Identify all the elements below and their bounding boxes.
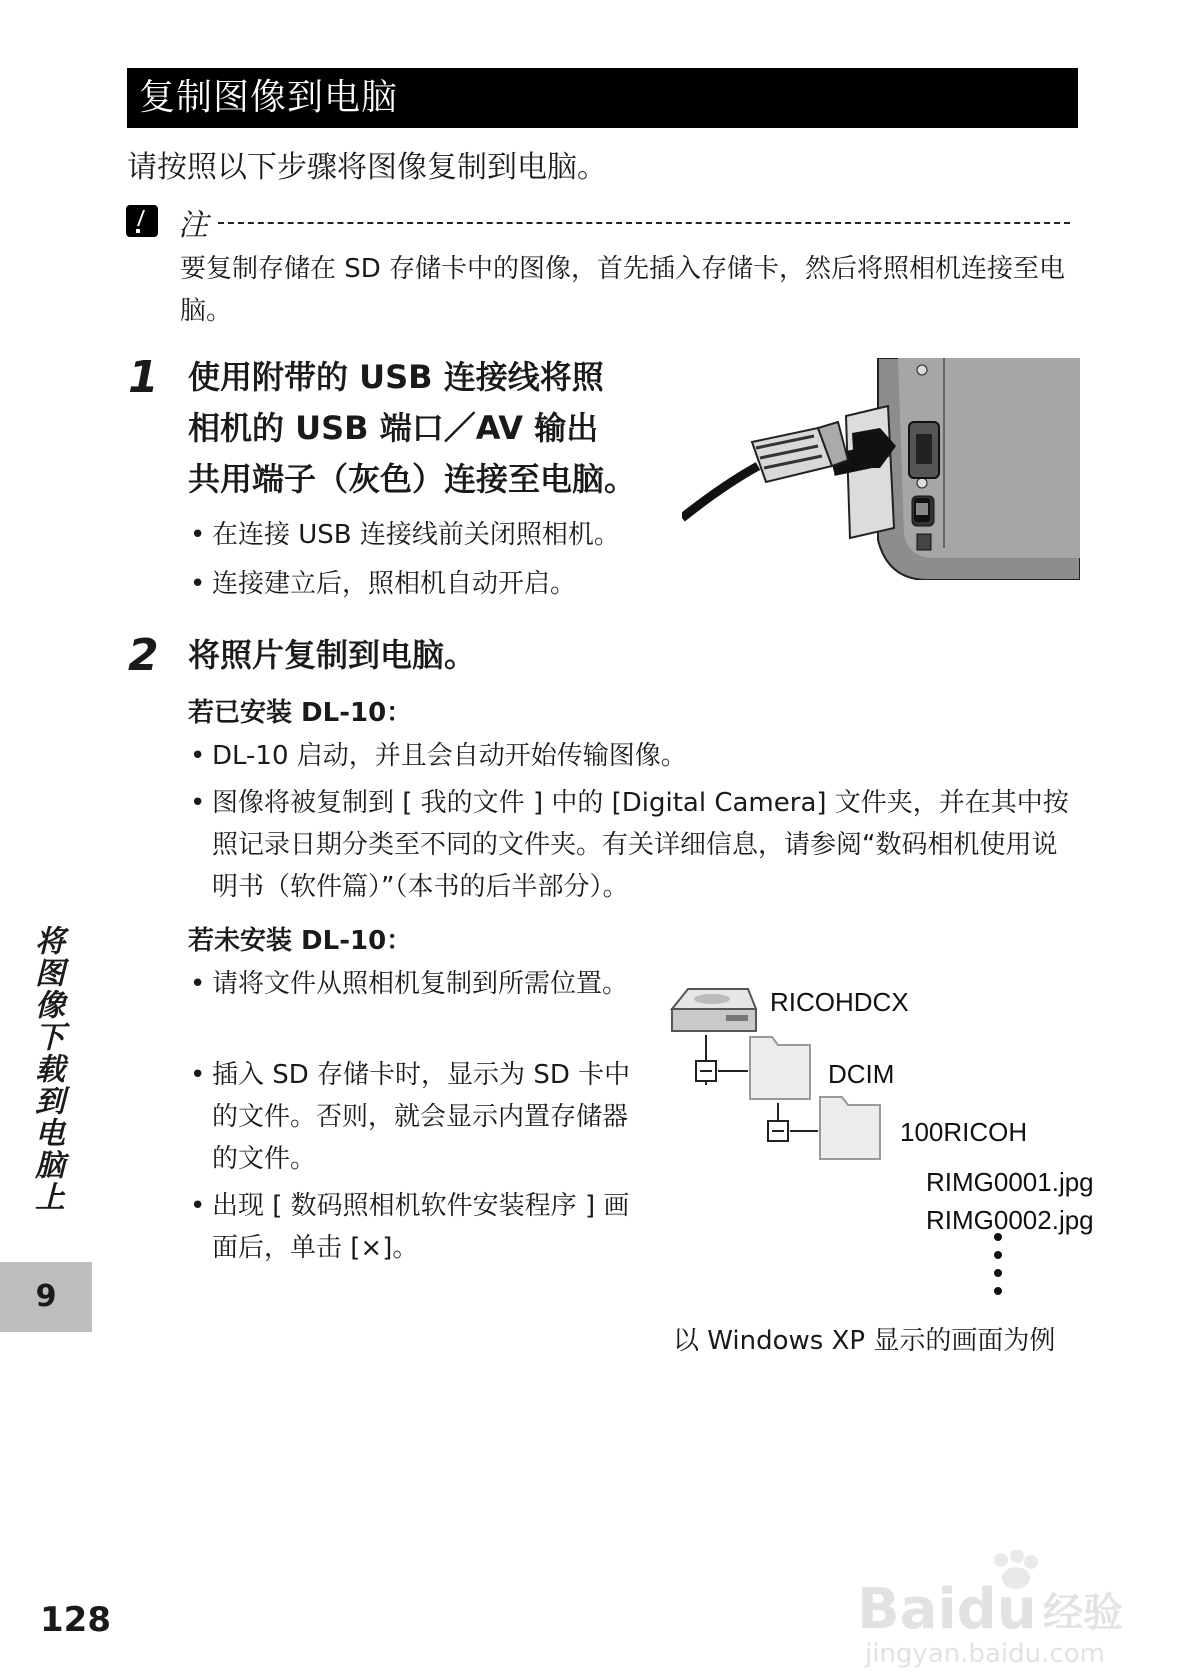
installed-bullet: • 图像将被复制到 [ 我的文件 ] 中的 [Digital Camera] 文件夹，并在其中按照记录日期分类至不同的文件夹。有关详细信息，请参阅“数码相机使用说明书（软件篇）”（本书的后半部分）。 — [190, 788, 1069, 902]
installed-bullet: • DL-10 启动，并且会自动开始传输图像。 — [190, 741, 687, 771]
folder-tree — [668, 975, 1094, 1305]
step-1-heading-line: 相机的 USB 端口／AV 输出 — [188, 409, 599, 447]
chapter-side-tab — [0, 925, 92, 1255]
bullet-text: DL-10 启动，并且会自动开始传输图像。 — [212, 741, 687, 771]
bullet-text: 请将文件从照相机复制到所需位置。 — [212, 969, 629, 999]
step-1-bullet: • 在连接 USB 连接线前关闭照相机。 — [190, 520, 620, 550]
note-icon — [125, 204, 159, 238]
chapter-number: 9 — [0, 1262, 92, 1332]
step-1-heading-line: 使用附带的 USB 连接线将照 — [188, 358, 604, 396]
not-installed-bullet: • 请将文件从照相机复制到所需位置。 — [190, 969, 629, 999]
bullet-text: 出现 [ 数码照相机软件安装程序 ] 画面后，单击 [×]。 — [212, 1191, 630, 1263]
bullet-text: 插入 SD 存储卡时，显示为 SD 卡中的文件。否则，就会显示内置存储器的文件。 — [212, 1060, 631, 1174]
step-1-number: 1 — [128, 352, 159, 403]
camera-usb-illustration — [682, 358, 1080, 584]
drive-label: RICOHDCX — [770, 987, 909, 1017]
folder-icon — [820, 1097, 880, 1159]
step-1-heading-line: 共用端子（灰色）连接至电脑。 — [188, 460, 637, 498]
screen-caption: 以 Windows XP 显示的画面为例 — [673, 1326, 1056, 1356]
watermark-cn: 经验 — [1043, 1590, 1123, 1636]
folder-label-100ricoh: 100RICOH — [900, 1117, 1028, 1147]
folder-label-dcim: DCIM — [828, 1059, 895, 1089]
installed-subheading: 若已安装 DL-10： — [188, 698, 413, 728]
not-installed-subheading: 若未安装 DL-10： — [188, 926, 413, 956]
bullet-text: 图像将被复制到 [ 我的文件 ] 中的 [Digital Camera] 文件夹，并在其中按照记录日期分类至不同的文件夹。有关详细信息，请参阅“数码相机使用说明书（软件篇）”（本书的后半部分）。 — [212, 788, 1069, 902]
baidu-watermark — [855, 1550, 1135, 1670]
page-number: 128 — [40, 1600, 111, 1640]
note-text: 要复制存储在 SD 存储卡中的图像，首先插入存储卡，然后将照相机连接至电脑。 — [180, 254, 1066, 326]
page-title: 复制图像到电脑 — [127, 68, 1078, 128]
bullet-text: 在连接 USB 连接线前关闭照相机。 — [212, 520, 620, 550]
step-2-heading: 将照片复制到电脑。 — [188, 636, 477, 674]
bullet-text: 连接建立后，照相机自动开启。 — [212, 569, 577, 599]
file-label: RIMG0002.jpg — [926, 1205, 1094, 1235]
ellipsis-dots — [994, 1233, 1002, 1295]
not-installed-bullet: • 插入 SD 存储卡时，显示为 SD 卡中的文件。否则，就会显示内置存储器的文件。 — [190, 1060, 631, 1174]
note-divider — [218, 222, 1070, 224]
step-1-bullet: • 连接建立后，照相机自动开启。 — [190, 569, 577, 599]
step-1-heading — [188, 352, 668, 505]
intro-text: 请按照以下步骤将图像复制到电脑。 — [127, 150, 607, 185]
folder-icon — [750, 1037, 810, 1099]
watermark-url: jingyan.baidu.com — [865, 1639, 1105, 1669]
watermark-brand: Baidu — [857, 1577, 1037, 1642]
chapter-title: 将图像下载到电脑上 — [29, 925, 64, 1213]
step-2-number: 2 — [128, 630, 159, 681]
note-label: 注 — [178, 208, 208, 243]
not-installed-bullet: • 出现 [ 数码照相机软件安装程序 ] 画面后，单击 [×]。 — [190, 1191, 630, 1263]
file-label: RIMG0001.jpg — [926, 1167, 1094, 1197]
drive-icon — [672, 989, 756, 1031]
